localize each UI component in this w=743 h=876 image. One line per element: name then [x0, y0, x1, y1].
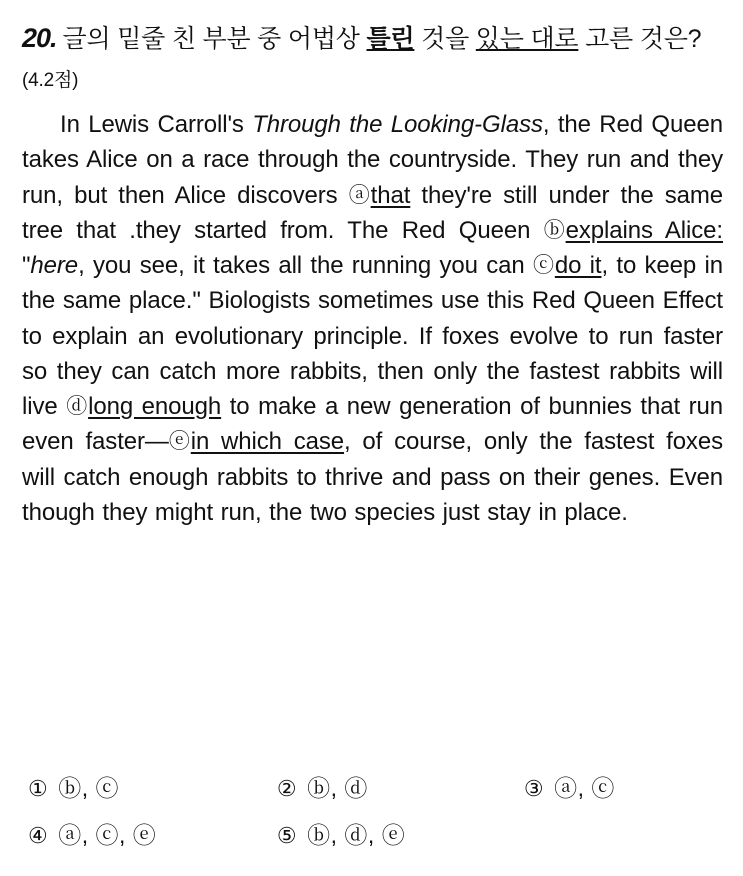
question-prompt-line2: 것은? — [639, 25, 702, 53]
choice-b-text: explains Alice: — [565, 216, 723, 244]
choice-1-label: ⓑ, ⓒ — [58, 775, 120, 801]
answer-choice-1[interactable] — [28, 770, 277, 803]
choice-row-bottom — [28, 817, 723, 850]
choice-4-number: ④ — [28, 823, 49, 848]
question-prompt-part-2: 것을 — [414, 25, 476, 53]
passage-text-8: , of course, only the fastest foxes will catch enough rabbits to thrive and pass on their genes. Even though they might run, the two species just stay in place. — [22, 428, 723, 526]
choice-2-label: ⓑ, ⓓ — [307, 775, 368, 801]
marker-a-icon: ⓐ — [348, 183, 370, 207]
answer-choice-4[interactable] — [28, 817, 277, 850]
question-points: (4.2점) — [22, 70, 79, 92]
underlined-choice-a — [349, 182, 411, 209]
passage-text-2: , the Red Queen takes Alice on a race through the countryside. They run and they run, but then Alice discovers — [22, 111, 723, 209]
choice-1-number: ① — [28, 776, 49, 801]
underlined-choice-e — [169, 428, 344, 455]
marker-c-icon: ⓒ — [532, 254, 554, 278]
choice-row-spacer — [524, 817, 723, 850]
underlined-choice-d — [66, 393, 221, 420]
underlined-choice-c — [533, 252, 602, 279]
underlined-choice-b — [544, 217, 723, 244]
question-prompt-part-3: 고른 — [578, 25, 633, 53]
choice-5-number: ⑤ — [276, 823, 298, 848]
answer-choices — [28, 770, 723, 850]
marker-d-icon: ⓓ — [66, 395, 88, 419]
choice-d-text: long enough — [88, 393, 222, 421]
choice-3-number: ③ — [523, 776, 545, 801]
passage-text-4: " — [22, 252, 31, 280]
choice-3-label: ⓐ, ⓒ — [554, 775, 615, 801]
choice-5-label: ⓑ, ⓓ, ⓔ — [307, 822, 406, 848]
question-prompt-emphasis-wrong: 틀린 — [366, 25, 415, 53]
quoted-word-here: here — [30, 252, 79, 280]
passage-text-7: to make a new generation of bunnies that run even faster— — [22, 393, 723, 456]
question-prompt-emphasis-all: 있는 대로 — [475, 25, 579, 53]
answer-choice-3[interactable] — [524, 770, 723, 803]
book-title: Through the Looking-Glass — [252, 111, 543, 139]
reading-passage — [22, 107, 723, 530]
question-number: 20. — [22, 23, 57, 53]
passage-text-6: , to keep in the same place." Biologists sometimes use this Red Queen Effect to explain an evolutionary principle. If foxes evolve to run faster so they can catch more rabbits, then only the fastest rabbits will live — [22, 252, 723, 421]
passage-text-1: In Lewis Carroll's — [60, 111, 253, 139]
choice-e-text: in which case — [190, 428, 345, 456]
choice-a-text: that — [370, 181, 411, 209]
marker-b-icon: ⓑ — [543, 218, 565, 242]
choice-c-text: do it — [554, 252, 602, 280]
marker-e-icon: ⓔ — [168, 430, 190, 454]
question-heading — [22, 18, 723, 97]
choice-row-top — [28, 770, 723, 803]
answer-choice-2[interactable] — [277, 770, 524, 803]
question-prompt-part-1: 글의 밑줄 친 부분 중 어법상 — [62, 25, 367, 53]
passage-text-5: , you see, it takes all the running you can — [78, 252, 533, 280]
passage-text-3: they're still under the same tree that .they started from. The Red Queen — [22, 181, 723, 244]
answer-choice-5[interactable] — [277, 817, 524, 850]
choice-4-label: ⓐ, ⓒ, ⓔ — [58, 822, 157, 848]
choice-2-number: ② — [276, 776, 298, 801]
